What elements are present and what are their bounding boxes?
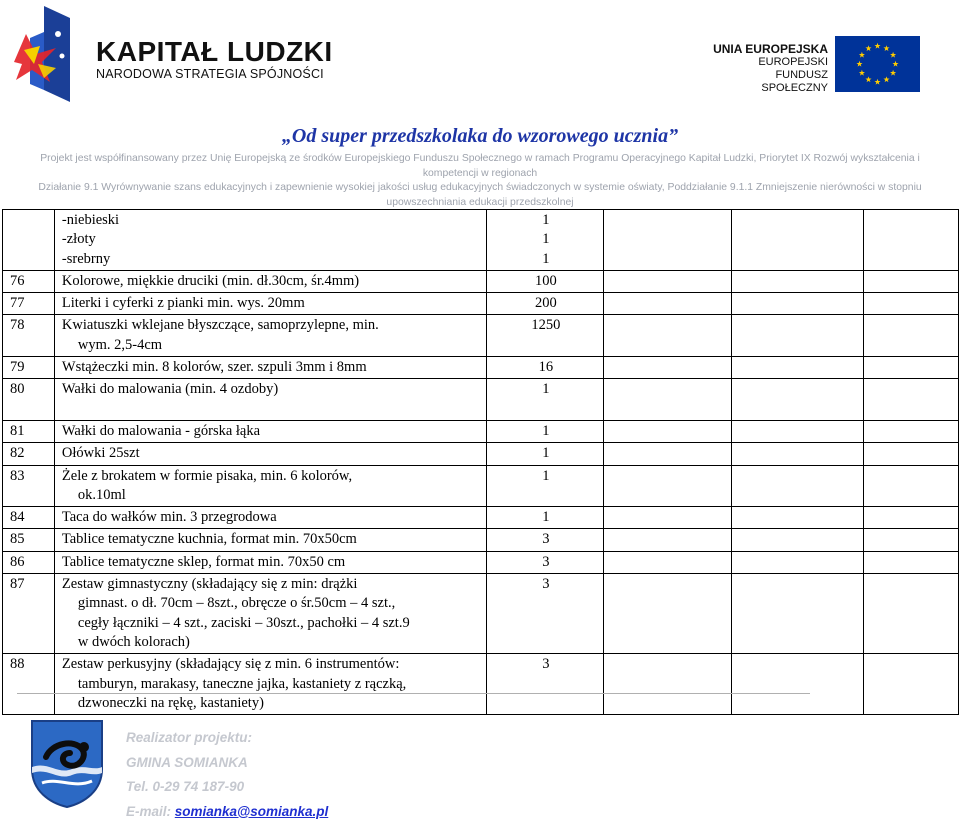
empty-cell (863, 574, 958, 654)
ue-line-2: EUROPEJSKI (706, 56, 828, 69)
empty-cell (604, 315, 732, 357)
item-description-line: dzwoneczki na rękę, kastaniety) (62, 694, 484, 713)
empty-cell (863, 315, 958, 357)
item-number: 80 (3, 379, 55, 421)
item-quantity-value: 200 (491, 294, 600, 313)
item-description (54, 293, 487, 315)
table-row (3, 293, 959, 315)
item-quantity-value: 16 (491, 358, 600, 377)
item-description-line: tamburyn, marakasy, taneczne jajka, kastaniety z rączką, (62, 675, 484, 694)
empty-cell (863, 507, 958, 529)
item-description-line: Wałki do malowania - górska łąka (62, 422, 484, 441)
empty-cell (604, 420, 732, 442)
item-description-line: Wałki do malowania (min. 4 ozdoby) (62, 380, 484, 399)
empty-cell (604, 551, 732, 573)
item-number: 88 (3, 654, 55, 715)
item-quantity (487, 315, 604, 357)
item-description-line (62, 400, 484, 419)
table-row (3, 465, 959, 507)
empty-cell (731, 465, 863, 507)
footer-label: Realizator projektu: (126, 726, 328, 751)
item-quantity (487, 270, 604, 292)
item-quantity (487, 379, 604, 421)
item-number: 86 (3, 551, 55, 573)
item-number: 87 (3, 574, 55, 654)
item-number: 83 (3, 465, 55, 507)
table-row (3, 529, 959, 551)
item-quantity (487, 551, 604, 573)
empty-cell (731, 270, 863, 292)
empty-cell (863, 210, 958, 271)
item-quantity (487, 443, 604, 465)
item-description (54, 270, 487, 292)
footer-email-row (126, 800, 328, 824)
project-title: „Od super przedszkolaka do wzorowego ucznia” (0, 125, 960, 148)
item-description-line: Żele z brokatem w formie pisaka, min. 6 kolorów, (62, 467, 484, 486)
empty-cell (604, 507, 732, 529)
item-quantity-value: 1 (491, 250, 600, 269)
item-description (54, 551, 487, 573)
table-row (3, 420, 959, 442)
item-quantity-value: 3 (491, 655, 600, 674)
item-number: 78 (3, 315, 55, 357)
project-note-action: Działanie 9.1 Wyrównywanie szans edukacyjnych i zapewnienie wysokiej jakości usług edukacyjnych świadczonych w systemie oświaty, Poddziałanie 9.1.1 Zmniejszenie nierówności w stopniu upowszechniania edukacji przedszkolnej (20, 180, 940, 210)
item-quantity (487, 529, 604, 551)
item-description (54, 465, 487, 507)
item-quantity (487, 293, 604, 315)
item-quantity (487, 420, 604, 442)
item-quantity (487, 465, 604, 507)
empty-cell (731, 357, 863, 379)
empty-cell (731, 574, 863, 654)
item-description (54, 529, 487, 551)
item-quantity-value: 1 (491, 380, 600, 399)
item-quantity-value: 3 (491, 553, 600, 572)
item-description-line: Tablice tematyczne sklep, format min. 70x50 cm (62, 553, 484, 572)
footer-phone: Tel. 0-29 74 187-90 (126, 775, 328, 800)
item-description-line: Zestaw gimnastyczny (składający się z min: drążki (62, 575, 484, 594)
item-number: 77 (3, 293, 55, 315)
empty-cell (604, 210, 732, 271)
ue-caption (706, 42, 828, 95)
table-row (3, 379, 959, 421)
item-description (54, 210, 487, 271)
equipment-table (2, 209, 959, 715)
empty-cell (863, 529, 958, 551)
empty-cell (863, 551, 958, 573)
item-description-line: Wstążeczki min. 8 kolorów, szer. szpuli 3mm i 8mm (62, 358, 484, 377)
item-description (54, 420, 487, 442)
footer-organization: GMINA SOMIANKA (126, 751, 328, 776)
empty-cell (604, 654, 732, 715)
item-quantity-value: 1 (491, 508, 600, 527)
table-row (3, 443, 959, 465)
item-quantity (487, 574, 604, 654)
item-description-line: cegły łączniki – 4 szt., zaciski – 30szt., pachołki – 4 szt.9 (62, 614, 484, 633)
empty-cell (731, 293, 863, 315)
kapital-ludzki-logo-icon (10, 4, 74, 104)
gmina-crest-icon (28, 717, 106, 809)
item-description-line: Kwiatuszki wklejane błyszczące, samoprzylepne, min. (62, 316, 484, 335)
empty-cell (604, 293, 732, 315)
item-quantity-value: 1250 (491, 316, 600, 335)
item-description-line: Tablice tematyczne kuchnia, format min. 70x50cm (62, 530, 484, 549)
empty-cell (731, 507, 863, 529)
item-quantity (487, 210, 604, 271)
item-description (54, 315, 487, 357)
footer-email-link[interactable]: somianka@somianka.pl (175, 804, 328, 819)
item-description-line: ok.10ml (62, 486, 484, 505)
item-quantity-value: 3 (491, 575, 600, 594)
empty-cell (863, 443, 958, 465)
item-description-line: Taca do wałków min. 3 przegrodowa (62, 508, 484, 527)
item-description-line: w dwóch kolorach) (62, 633, 484, 652)
empty-cell (731, 315, 863, 357)
item-description (54, 357, 487, 379)
ue-line-3: FUNDUSZ SPOŁECZNY (706, 69, 828, 95)
item-description-line: Zestaw perkusyjny (składający się z min. 6 instrumentów: (62, 655, 484, 674)
project-note-funding: Projekt jest współfinansowany przez Unię Europejską ze środków Europejskiego Funduszu Społecznego w ramach Programu Operacyjnego Kapitał Ludzki, Priorytet IX Rozwój wykształcenia i kompetencji w regionach (20, 151, 940, 181)
empty-cell (604, 529, 732, 551)
item-description-line: wym. 2,5-4cm (62, 336, 484, 355)
empty-cell (731, 443, 863, 465)
kapital-ludzki-title: KAPITAŁ LUDZKI (96, 36, 333, 68)
table-row (3, 574, 959, 654)
item-number: 76 (3, 270, 55, 292)
footer-email-label: E-mail: (126, 804, 175, 819)
eu-flag-icon (835, 36, 920, 92)
empty-cell (604, 465, 732, 507)
item-description (54, 379, 487, 421)
item-description-line: -złoty (62, 230, 484, 249)
item-quantity (487, 507, 604, 529)
table-row (3, 551, 959, 573)
table-row (3, 654, 959, 715)
item-description-line: -niebieski (62, 211, 484, 230)
empty-cell (863, 293, 958, 315)
item-number: 85 (3, 529, 55, 551)
item-quantity-value: 1 (491, 422, 600, 441)
empty-cell (604, 574, 732, 654)
empty-cell (863, 420, 958, 442)
empty-cell (863, 379, 958, 421)
item-number: 79 (3, 357, 55, 379)
table-row (3, 270, 959, 292)
item-quantity-value: 1 (491, 467, 600, 486)
table-row (3, 507, 959, 529)
item-quantity-value: 1 (491, 444, 600, 463)
table-row (3, 357, 959, 379)
item-number: 84 (3, 507, 55, 529)
item-description-line: Ołówki 25szt (62, 444, 484, 463)
item-description-line: Kolorowe, miękkie druciki (min. dł.30cm, śr.4mm) (62, 272, 484, 291)
item-quantity (487, 357, 604, 379)
item-quantity-value: 100 (491, 272, 600, 291)
item-description-line: Literki i cyferki z pianki min. wys. 20mm (62, 294, 484, 313)
item-number (3, 210, 55, 271)
empty-cell (731, 420, 863, 442)
kapital-ludzki-subtitle: NARODOWA STRATEGIA SPÓJNOŚCI (96, 67, 324, 81)
empty-cell (604, 270, 732, 292)
empty-cell (731, 654, 863, 715)
item-quantity-value: 3 (491, 530, 600, 549)
empty-cell (604, 357, 732, 379)
empty-cell (604, 379, 732, 421)
empty-cell (731, 210, 863, 271)
footer-divider (17, 693, 810, 694)
item-quantity-value: 1 (491, 230, 600, 249)
item-description-line: gimnast. o dł. 70cm – 8szt., obręcze o śr.50cm – 4 szt., (62, 594, 484, 613)
empty-cell (863, 357, 958, 379)
empty-cell (604, 443, 732, 465)
empty-cell (863, 654, 958, 715)
item-description (54, 507, 487, 529)
ue-line-1: UNIA EUROPEJSKA (706, 42, 828, 56)
item-description-line: -srebrny (62, 250, 484, 269)
item-quantity-value: 1 (491, 211, 600, 230)
footer-contact (126, 726, 328, 824)
item-number: 82 (3, 443, 55, 465)
item-description (54, 443, 487, 465)
empty-cell (731, 529, 863, 551)
item-number: 81 (3, 420, 55, 442)
empty-cell (863, 270, 958, 292)
empty-cell (731, 551, 863, 573)
item-description (54, 574, 487, 654)
equipment-table-body (3, 210, 959, 715)
empty-cell (863, 465, 958, 507)
item-quantity (487, 654, 604, 715)
empty-cell (731, 379, 863, 421)
table-row (3, 210, 959, 271)
item-description (54, 654, 487, 715)
table-row (3, 315, 959, 357)
